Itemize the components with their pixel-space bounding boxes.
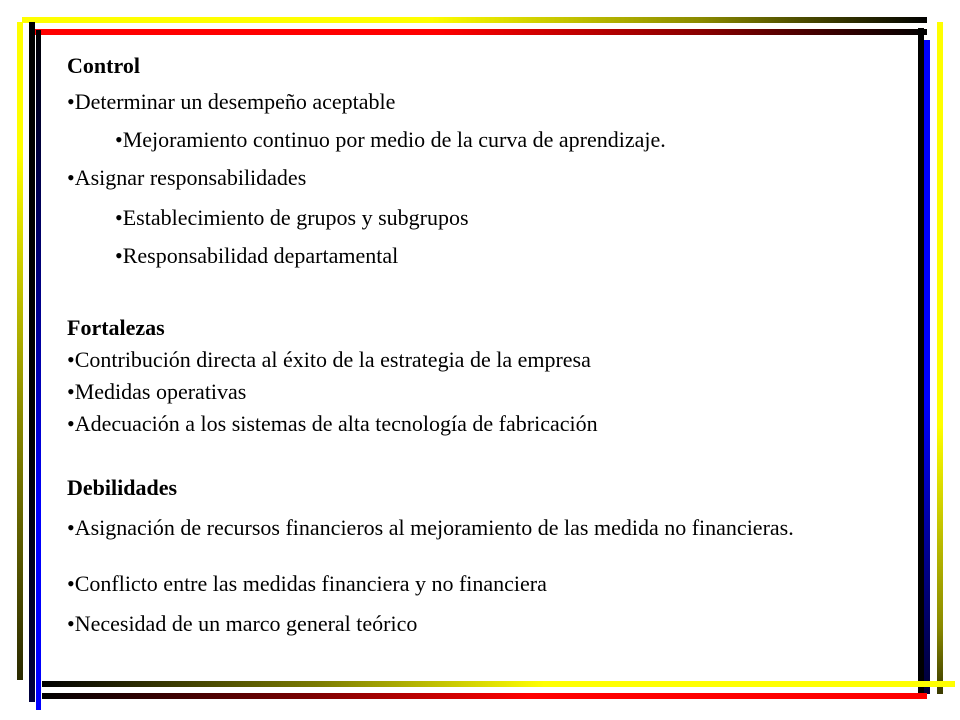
control-item-performance: •Determinar un desempeño aceptable [67,89,396,114]
left-border-black [29,22,35,702]
fortalezas-item-strategy: •Contribución directa al éxito de la estrategia de la empresa [67,347,591,372]
left-border-blue [36,30,41,710]
control-item-responsibilities: •Asignar responsabilidades [67,165,307,190]
fortalezas-item-technology: •Adecuación a los sistemas de alta tecnología de fabricación [67,411,598,436]
debilidades-heading: Debilidades [67,475,178,500]
debilidades-item-framework: •Necesidad de un marco general teórico [67,611,418,636]
bottom-border-red [42,693,927,699]
left-border-yellow [17,22,23,680]
right-border-yellow [937,22,943,694]
top-border-yellow [22,17,927,23]
debilidades-item-conflict: •Conflicto entre las medidas financiera y no financiera [67,571,547,596]
debilidades-item-resources: •Asignación de recursos financieros al mejoramiento de las medida no financieras. [67,515,794,540]
control-subitem-department: •Responsabilidad departamental [115,243,399,268]
control-subitem-learning-curve: •Mejoramiento continuo por medio de la curva de aprendizaje. [115,127,666,152]
control-heading: Control [67,53,140,78]
top-border-red [34,29,927,35]
fortalezas-heading: Fortalezas [67,315,165,340]
bottom-border-yellow [42,681,955,687]
fortalezas-item-operative: •Medidas operativas [67,379,247,404]
right-border-blue [924,40,930,694]
control-subitem-groups: •Establecimiento de grupos y subgrupos [115,205,469,230]
